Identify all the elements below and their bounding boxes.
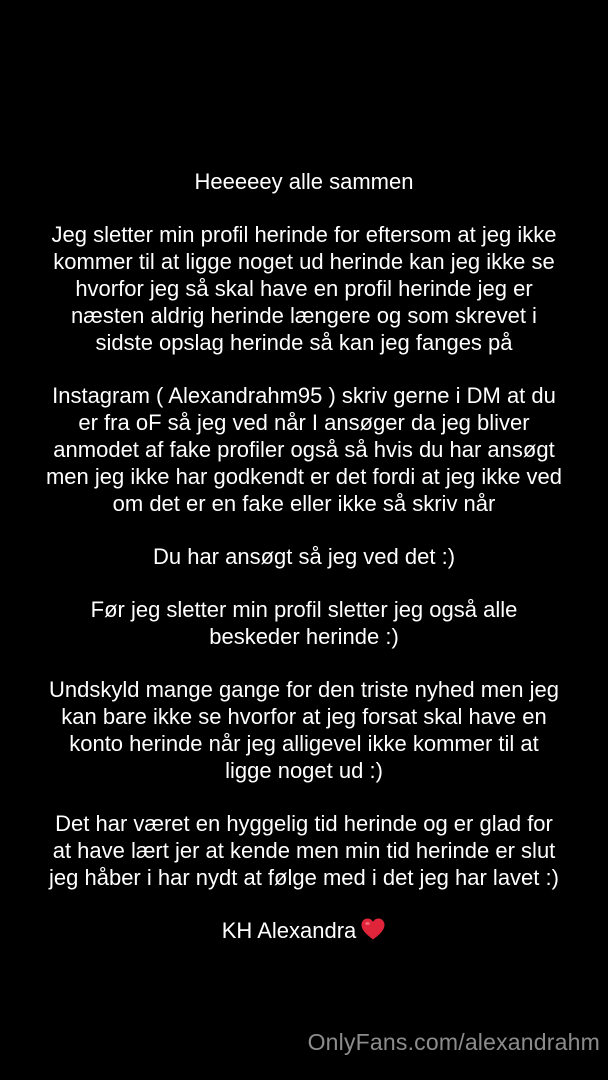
paragraph-instagram xyxy=(0,382,608,517)
text-line: Instagram ( Alexandrahm95 ) skriv gerne i DM at du xyxy=(52,383,556,408)
text-line: er fra oF så jeg ved når I ansøger da jeg bliver xyxy=(78,410,530,435)
greeting xyxy=(0,168,608,195)
paragraph-applied xyxy=(0,543,608,570)
text-line: beskeder herinde :) xyxy=(209,624,399,649)
red-heart-icon xyxy=(360,917,386,947)
watermark: OnlyFans.com/alexandrahm xyxy=(307,1029,600,1055)
text-line: Før jeg sletter min profil sletter jeg også alle xyxy=(90,597,518,622)
text-line: næsten aldrig herinde længere og som skrevet i xyxy=(71,303,537,328)
text-line: om det er en fake eller ikke så skriv når xyxy=(112,491,496,516)
text-line: ligge noget ud :) xyxy=(225,758,383,783)
greeting-line: Heeeeey alle sammen xyxy=(194,169,414,194)
paragraph-farewell xyxy=(0,810,608,891)
paragraph-profile-deletion xyxy=(0,221,608,356)
text-line: kan bare ikke se hvorfor at jeg forsat skal have en xyxy=(61,704,547,729)
text-line: sidste opslag herinde så kan jeg fanges på xyxy=(95,330,513,355)
text-line: konto herinde når jeg alligevel ikke kommer til at xyxy=(69,731,539,756)
signoff xyxy=(0,917,608,947)
paragraph-apology xyxy=(0,676,608,784)
paragraph-delete-messages xyxy=(0,596,608,650)
text-line: kommer til at ligge noget ud herinde kan jeg ikke se xyxy=(53,249,555,274)
text-line: jeg håber i har nydt at følge med i det jeg har lavet :) xyxy=(49,865,559,890)
text-line: Det har været en hyggelig tid herinde og er glad for xyxy=(55,811,553,836)
text-line: anmodet af fake profiler også så hvis du har ansøgt xyxy=(53,437,555,462)
story-text-block xyxy=(0,168,608,973)
text-line: hvorfor jeg så skal have en profil herinde jeg er xyxy=(75,276,533,301)
text-line: at have lært jer at kende men min tid herinde er slut xyxy=(52,838,556,863)
text-line: Du har ansøgt så jeg ved det :) xyxy=(152,544,456,569)
signoff-line xyxy=(16,917,592,947)
text-line: Jeg sletter min profil herinde for eftersom at jeg ikke xyxy=(51,222,557,247)
text-line: Undskyld mange gange for den triste nyhed men jeg xyxy=(49,677,559,702)
signoff-text: KH Alexandra xyxy=(221,918,357,943)
text-line: men jeg ikke har godkendt er det fordi at jeg ikke ved xyxy=(45,464,563,489)
